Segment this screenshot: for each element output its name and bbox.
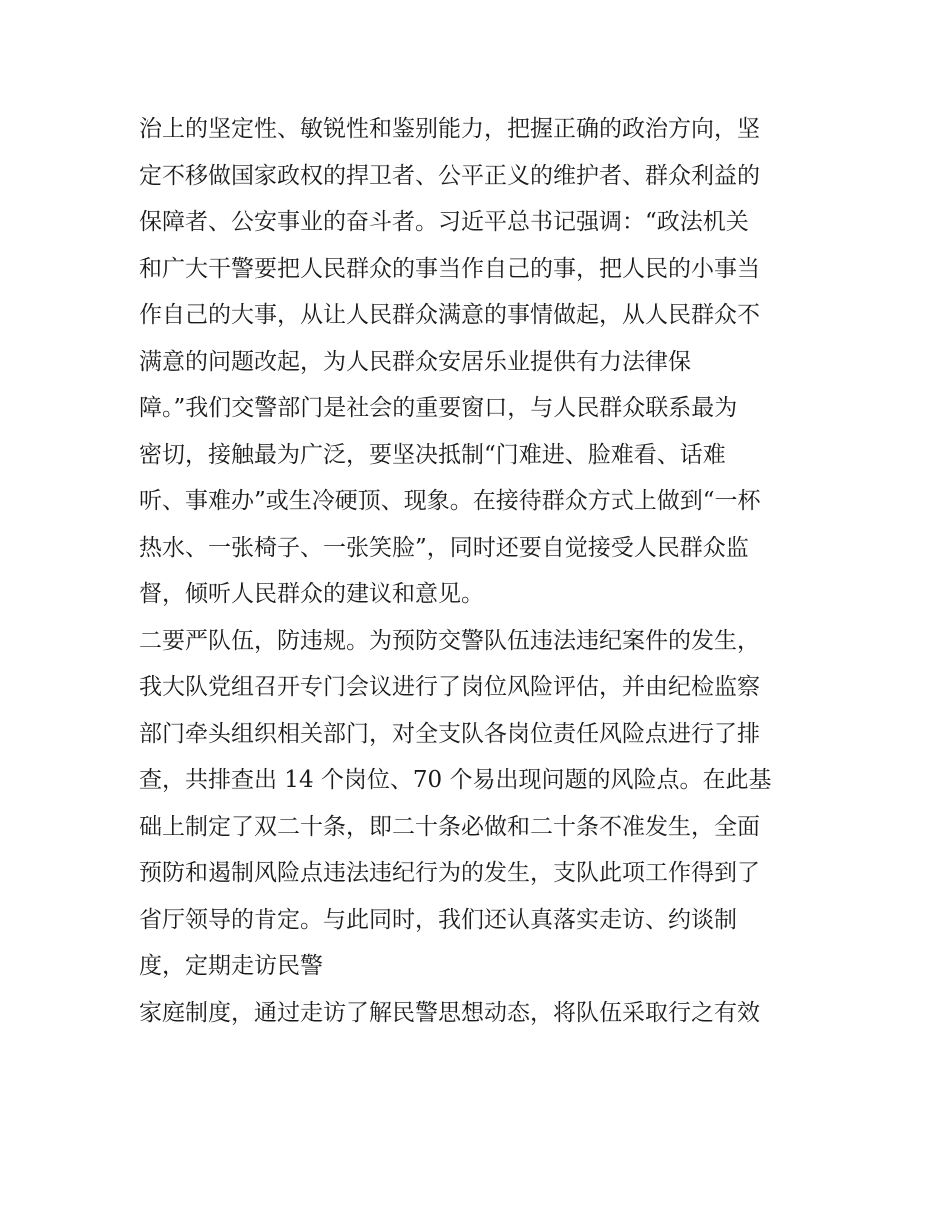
text-line: 部门牵头组织相关部门，对全支队各岗位责任风险点进行了排 (139, 720, 760, 747)
text-line: 查，共排查出 14 个岗位、70 个易出现问题的风险点。在此基 (139, 767, 772, 793)
text-line: 障。”我们交警部门是社会的重要窗口，与人民群众联系最为 (139, 395, 738, 421)
text-line: 定不移做国家政权的捍卫者、公平正义的维护者、群众利益的 (139, 162, 760, 189)
text-line: 础上制定了双二十条，即二十条必做和二十条不准发生，全面 (139, 813, 760, 840)
text-line: 密切，接触最为广泛，要坚决抵制“门难进、脸难看、话难 (139, 441, 726, 468)
text-line: 保障者、公安事业的奋斗者。习近平总书记强调：“政法机关 (139, 209, 749, 235)
text-line: 省厅领导的肯定。与此同时，我们还认真落实走访、约谈制 (139, 906, 737, 933)
text-line: 和广大干警要把人民群众的事当作自己的事，把人民的小事当 (139, 255, 760, 282)
text-line: 治上的坚定性、敏锐性和鉴别能力，把握正确的政治方向，坚 (139, 116, 760, 142)
text-line: 度，定期走访民警 (139, 953, 323, 979)
text-line: 我大队党组召开专门会议进行了岗位风险评估，并由纪检监察 (139, 674, 760, 700)
text-line: 督，倾听人民群众的建议和意见。 (139, 581, 484, 607)
text-line: 二要严队伍，防违规。为预防交警队伍违法违纪案件的发生， (139, 627, 760, 654)
text-line: 听、事难办”或生冷硬顶、现象。在接待群众方式上做到“一杯 (139, 488, 761, 514)
text-line: 家庭制度，通过走访了解民警思想动态，将队伍采取行之有效 (139, 999, 760, 1026)
text-line: 满意的问题改起，为人民群众安居乐业提供有力法律保 (139, 348, 691, 375)
text-line: 预防和遏制风险点违法违纪行为的发生，支队此项工作得到了 (139, 860, 760, 886)
text-line: 热水、一张椅子、一张笑脸”，同时还要自觉接受人民群众监 (139, 534, 749, 561)
body-text (139, 106, 819, 1036)
text-line: 作自己的大事，从让人民群众满意的事情做起，从人民群众不 (139, 302, 760, 328)
